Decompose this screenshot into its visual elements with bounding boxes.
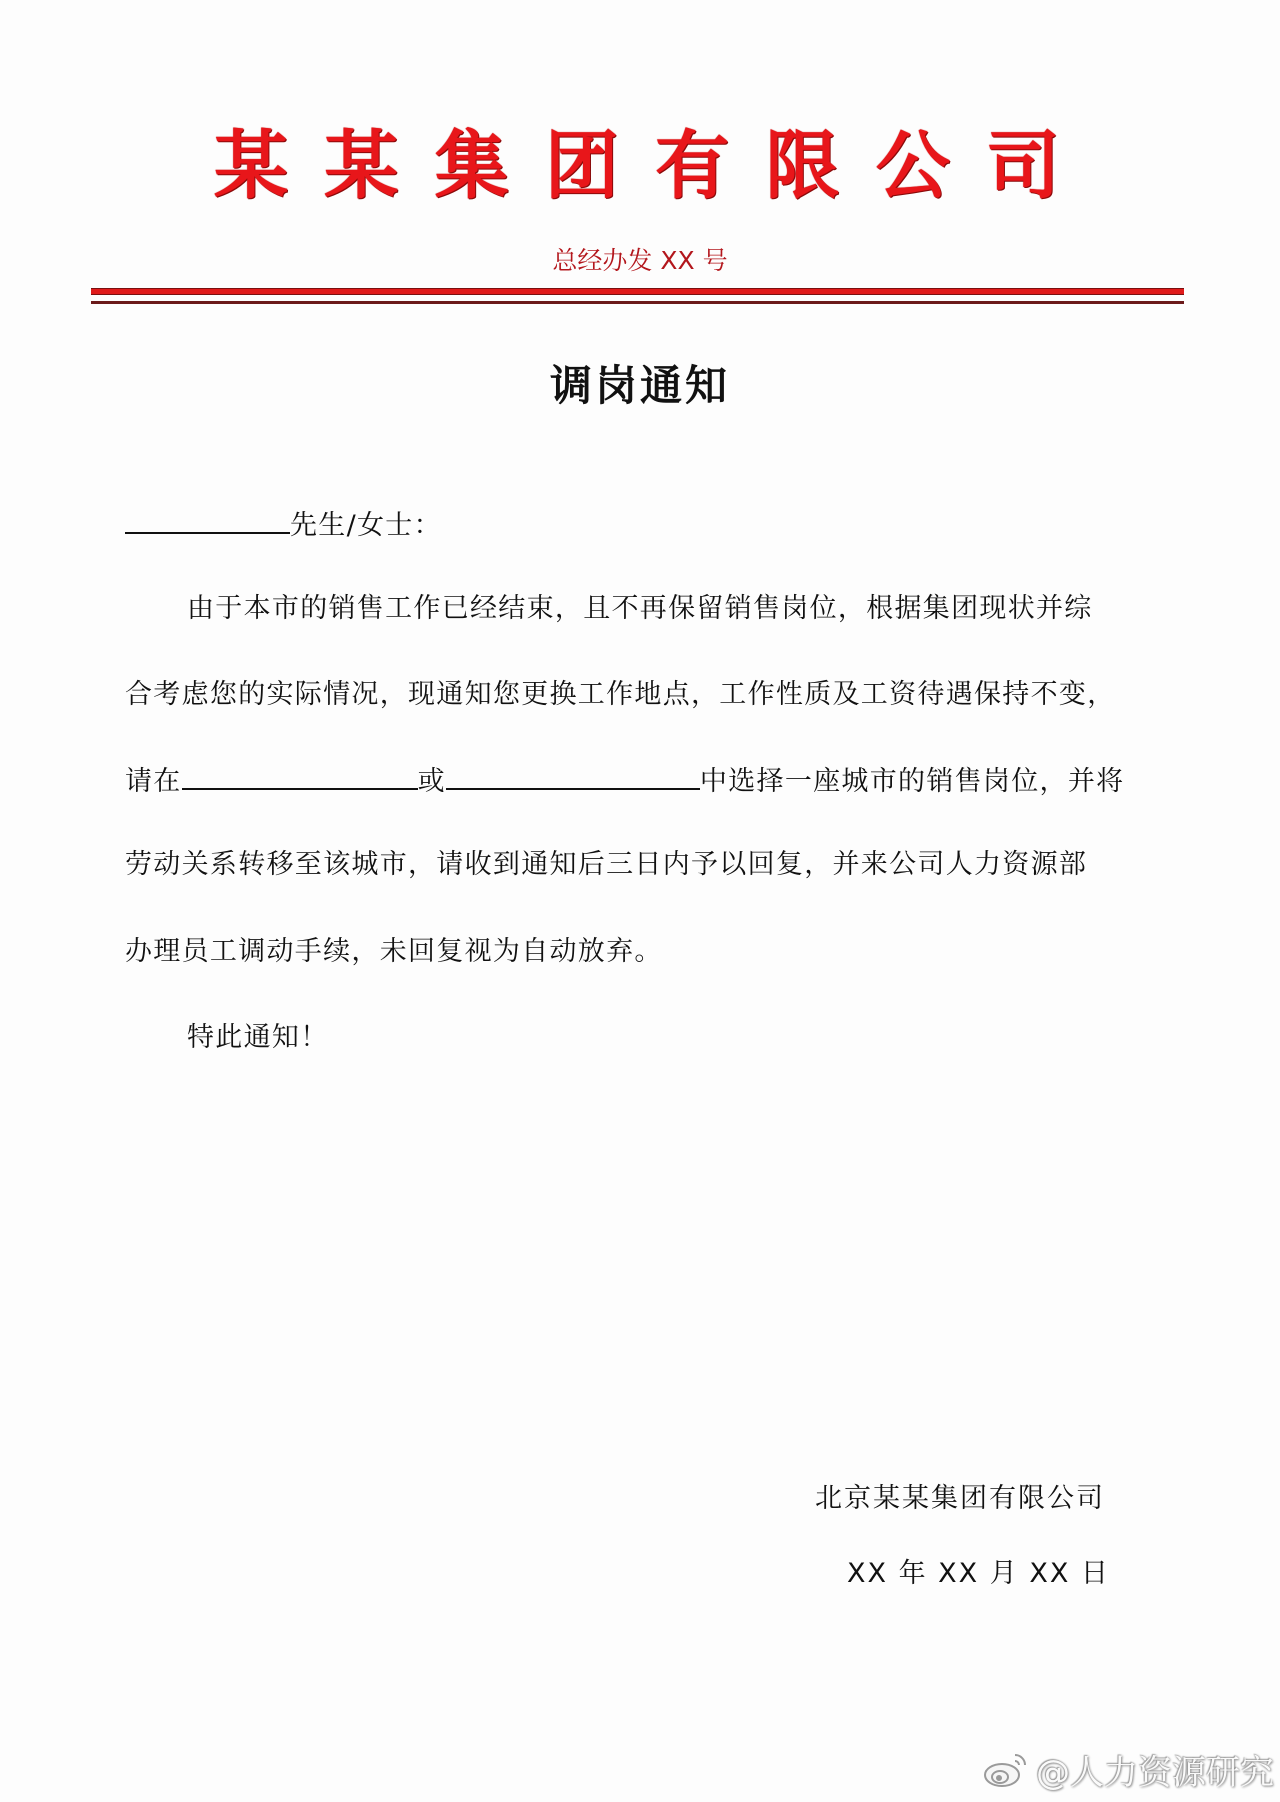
city-option-1-blank	[182, 762, 418, 790]
letterhead-char: 某	[214, 123, 288, 209]
letterhead-char: 司	[985, 123, 1060, 209]
letterhead-rule-thick	[91, 288, 1184, 295]
document-number: 总经办发 XX 号	[552, 246, 728, 275]
watermark-text: @人力资源研究	[1036, 1752, 1274, 1793]
signature-company: 北京某某集团有限公司	[815, 1483, 1105, 1514]
salutation-suffix: 先生/女士：	[290, 510, 442, 541]
body-line-1: 由于本市的销售工作已经结束，且不再保留销售岗位，根据集团现状并综	[187, 593, 1093, 624]
letterhead-char: 有	[655, 123, 730, 209]
signature-date: XX 年 XX 月 XX 日	[847, 1558, 1110, 1589]
body-line-3-suffix: 中选择一座城市的销售岗位，并将	[699, 766, 1125, 797]
letterhead-char: 公	[875, 123, 950, 209]
letterhead-company-name	[212, 118, 1062, 214]
salutation	[125, 506, 442, 543]
body-line-3-or: 或	[417, 766, 446, 797]
letterhead-char: 限	[765, 123, 840, 209]
body-line-5: 办理员工调动手续，未回复视为自动放弃。	[125, 936, 663, 967]
body-line-3-prefix: 请在	[125, 766, 182, 797]
notice-title: 调岗通知	[549, 361, 730, 410]
closing-text: 特此通知！	[187, 1022, 329, 1053]
body-line-3	[125, 762, 1124, 799]
letterhead-rule-thin	[91, 301, 1184, 304]
watermark	[982, 1748, 1274, 1793]
city-option-2-blank	[446, 762, 700, 790]
body-line-2: 合考虑您的实际情况，现通知您更换工作地点，工作性质及工资待遇保持不变，	[125, 679, 1116, 710]
letterhead-char: 集	[434, 123, 509, 209]
letterhead-char: 团	[544, 123, 619, 209]
body-line-4: 劳动关系转移至该城市，请收到通知后三日内予以回复，并来公司人力资源部	[125, 849, 1088, 880]
letterhead-char: 某	[324, 123, 399, 209]
weibo-icon	[982, 1749, 1032, 1789]
recipient-name-blank	[125, 506, 290, 534]
